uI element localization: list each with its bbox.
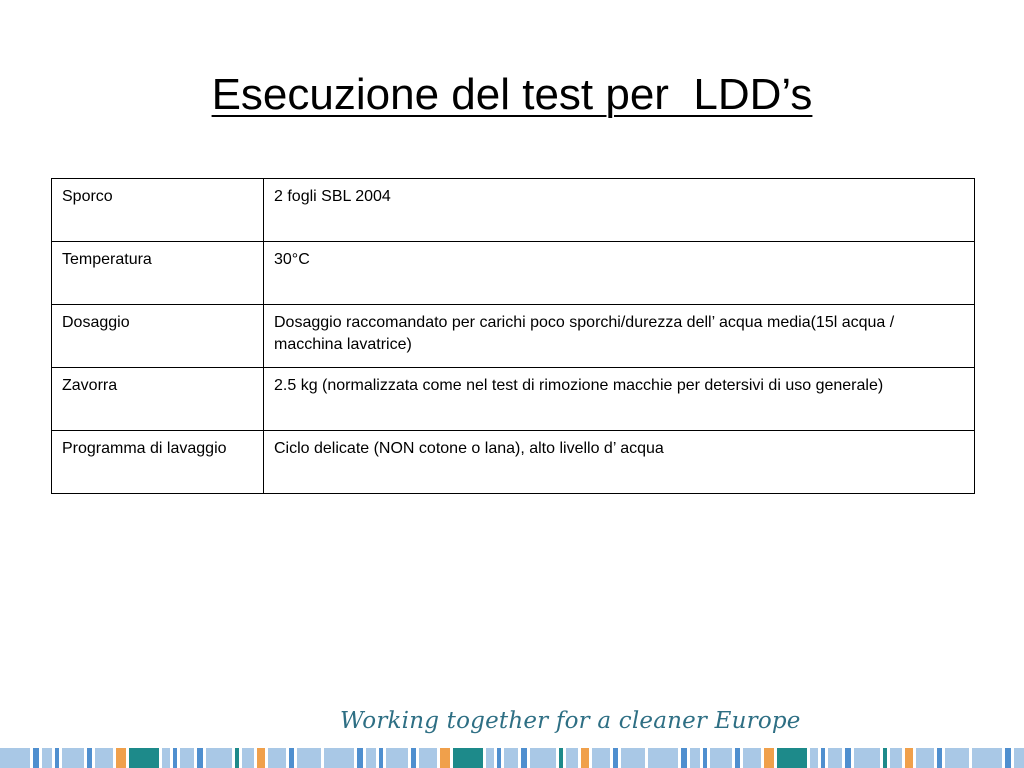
footer-stripe: [810, 748, 818, 768]
footer-stripe: [530, 748, 556, 768]
row-label: [52, 305, 264, 368]
footer-slogan: Working together for a cleaner Europe: [340, 708, 801, 734]
row-value-text: Dosaggio raccomandato per carichi poco sporchi/durezza dell’ acqua media(15l acqua / macchina lavatrice): [274, 314, 895, 353]
footer-stripe: [116, 748, 126, 768]
footer-stripe: [386, 748, 408, 768]
footer-stripe: [297, 748, 321, 768]
footer-stripe: [905, 748, 913, 768]
footer-stripe: [453, 748, 483, 768]
footer-stripe: [379, 748, 383, 768]
footer-stripe: [162, 748, 170, 768]
footer-stripe: [743, 748, 761, 768]
row-value: [264, 242, 975, 305]
row-value: [264, 179, 975, 242]
row-value-text: 2 fogli SBL 2004: [274, 188, 391, 205]
row-label-text: Temperatura: [62, 251, 152, 268]
footer-stripe: [521, 748, 527, 768]
footer-stripe: [690, 748, 700, 768]
footer-stripe: [95, 748, 113, 768]
footer-stripe: [821, 748, 825, 768]
row-value: [264, 305, 975, 368]
footer-stripe: [1005, 748, 1011, 768]
footer-stripe: [419, 748, 437, 768]
footer-stripe: [764, 748, 774, 768]
footer-stripe: [703, 748, 707, 768]
footer-stripe: [235, 748, 239, 768]
footer-stripe: [972, 748, 1002, 768]
row-label-text: Zavorra: [62, 377, 118, 394]
footer-stripe: [854, 748, 880, 768]
footer-stripe: [845, 748, 851, 768]
footer-stripe: [206, 748, 232, 768]
row-value-text: Ciclo delicate (NON cotone o lana), alto livello d’ acqua: [274, 440, 664, 457]
footer-stripe: [180, 748, 194, 768]
footer-stripe: [777, 748, 807, 768]
footer-stripe: [559, 748, 563, 768]
footer-stripe: [0, 748, 30, 768]
slide-title: Esecuzione del test per LDD’s: [211, 70, 813, 119]
footer-stripe: [566, 748, 578, 768]
row-label: [52, 431, 264, 494]
footer-stripe: [268, 748, 286, 768]
footer-stripe: [828, 748, 842, 768]
row-label: [52, 368, 264, 431]
footer-stripe: [648, 748, 678, 768]
footer-stripe: [357, 748, 363, 768]
footer-decorative-bar: [0, 748, 1024, 768]
footer-stripe: [87, 748, 92, 768]
footer-stripe: [62, 748, 84, 768]
footer-stripe: [486, 748, 494, 768]
footer-stripe: [324, 748, 354, 768]
footer-stripe: [366, 748, 376, 768]
footer-stripe: [883, 748, 887, 768]
row-value: [264, 431, 975, 494]
table-row: [52, 179, 975, 242]
footer-stripe: [497, 748, 501, 768]
footer-stripe: [197, 748, 203, 768]
row-label: [52, 242, 264, 305]
row-label-text: Programma di lavaggio: [62, 440, 227, 457]
row-value: [264, 368, 975, 431]
footer-stripe: [242, 748, 254, 768]
footer-stripe: [289, 748, 294, 768]
footer-stripe: [581, 748, 589, 768]
footer-stripe: [55, 748, 59, 768]
row-label: [52, 179, 264, 242]
footer-stripe: [681, 748, 687, 768]
footer-stripe: [945, 748, 969, 768]
table-row: [52, 368, 975, 431]
footer-stripe: [890, 748, 902, 768]
row-label-text: Sporco: [62, 188, 113, 205]
footer-stripe: [592, 748, 610, 768]
table-row: [52, 431, 975, 494]
footer-stripe: [440, 748, 450, 768]
footer-stripe: [613, 748, 618, 768]
test-parameters-table: [51, 178, 975, 494]
row-value-text: 30°C: [274, 251, 310, 268]
table-row: [52, 242, 975, 305]
footer-stripe: [916, 748, 934, 768]
row-label-text: Dosaggio: [62, 314, 130, 331]
footer-stripe: [504, 748, 518, 768]
footer-stripe: [1014, 748, 1024, 768]
row-value-text: 2.5 kg (normalizzata come nel test di rimozione macchie per detersivi di uso generale): [274, 377, 884, 394]
footer-stripe: [411, 748, 416, 768]
footer-stripe: [621, 748, 645, 768]
footer-stripe: [42, 748, 52, 768]
footer-stripe: [173, 748, 177, 768]
footer-stripe: [710, 748, 732, 768]
footer-stripe: [129, 748, 159, 768]
footer-stripe: [735, 748, 740, 768]
footer-stripe: [257, 748, 265, 768]
footer-stripe: [937, 748, 942, 768]
table-row: [52, 305, 975, 368]
footer-stripe: [33, 748, 39, 768]
